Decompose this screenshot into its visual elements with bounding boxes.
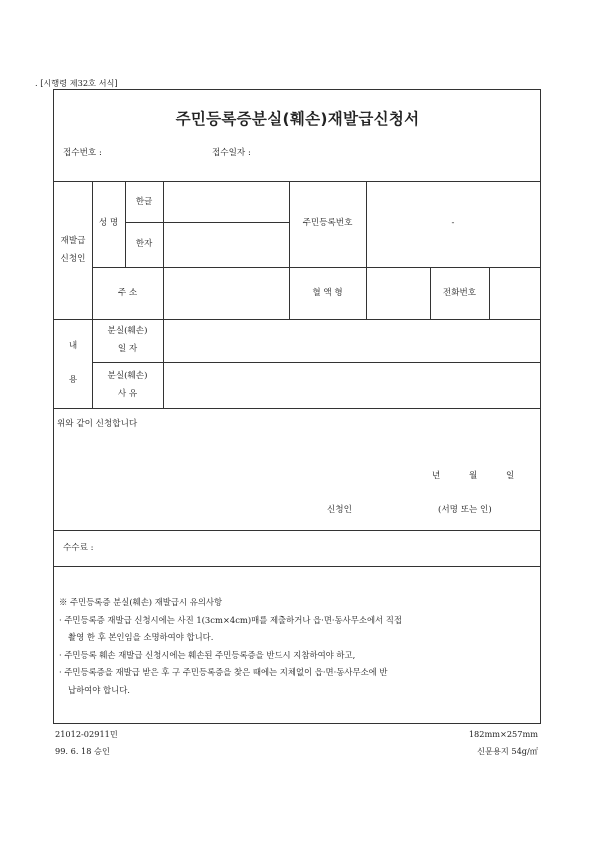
notes-item-2: · 주민등록 훼손 재발급 신청시에는 훼손된 주민등록증을 반드시 지참하여야 하고, [59,649,356,660]
applicant-signature-label: 신청인 [327,505,352,515]
footer-form-number: 21012-02911민 [55,729,118,739]
loss-date-label: 분실(훼손) [107,326,148,336]
notes-heading: ※ 주민등록증 분실(훼손) 재발급시 유의사항 [59,597,223,607]
notes-block [59,594,537,699]
rrn-field[interactable]: - [451,218,455,228]
blood-type-field[interactable] [368,269,428,317]
loss-reason-field[interactable] [165,364,539,406]
phone-field[interactable] [491,269,539,317]
footer-paper-size: 182mm×257mm [468,729,538,739]
loss-reason-label-2: 사 유 [117,389,138,399]
declaration-text: 위와 같이 신청합니다 [57,419,138,429]
signature-note: (서명 또는 인) [438,505,492,515]
form-title: 주민등록증분실(훼손)재발급신청서 [175,110,420,128]
notes-item-3-cont: 납하여야 합니다. [68,684,130,695]
date-month-label: 월 [469,471,478,481]
name-label: 성 명 [98,218,119,228]
name-hanja-field[interactable] [165,224,287,265]
notes-item-1-cont: 촬영 한 후 본인임을 소명하여야 합니다. [68,632,214,642]
notes-item-3: · 주민등록증을 재발급 받은 후 구 주민등록증을 찾은 때에는 지체없이 읍·면·동사무소에 반 [59,667,388,677]
hangul-label: 한글 [135,197,153,207]
content-section-label: 내 [68,341,78,351]
form-code: . [시행령 제32호 서식] [35,78,118,88]
applicant-section-label-2: 신청인 [60,254,86,264]
content-section-label-2: 용 [68,375,78,385]
rrn-label: 주민등록번호 [302,218,353,228]
blood-type-label: 혈 액 형 [312,288,343,298]
name-hangul-field[interactable] [165,183,287,220]
date-day-label: 일 [506,471,515,481]
hanja-label: 한자 [135,239,153,249]
date-year-label: 년 [432,471,441,481]
loss-date-label-2: 일 자 [117,344,138,354]
address-field[interactable] [165,269,287,317]
loss-date-field[interactable] [165,321,539,360]
notes-item-1: · 주민등록증 재발급 신청시에는 사진 1(3cm×4cm)매를 제출하거나 읍·면·동사무소에서 직접 [59,614,402,625]
fee-label: 수수료 : [63,543,94,553]
phone-label: 전화번호 [442,288,477,298]
loss-reason-label: 분실(훼손) [107,371,148,381]
address-label: 주 소 [117,288,138,298]
receipt-date-label: 접수일자 : [212,148,251,158]
receipt-number-label: 접수번호 : [63,148,102,158]
footer-approval: 99. 6. 18 승인 [55,746,110,756]
applicant-section-label: 재발급 [60,236,86,246]
footer-paper-type: 신문용지 54g/㎡ [477,746,538,756]
